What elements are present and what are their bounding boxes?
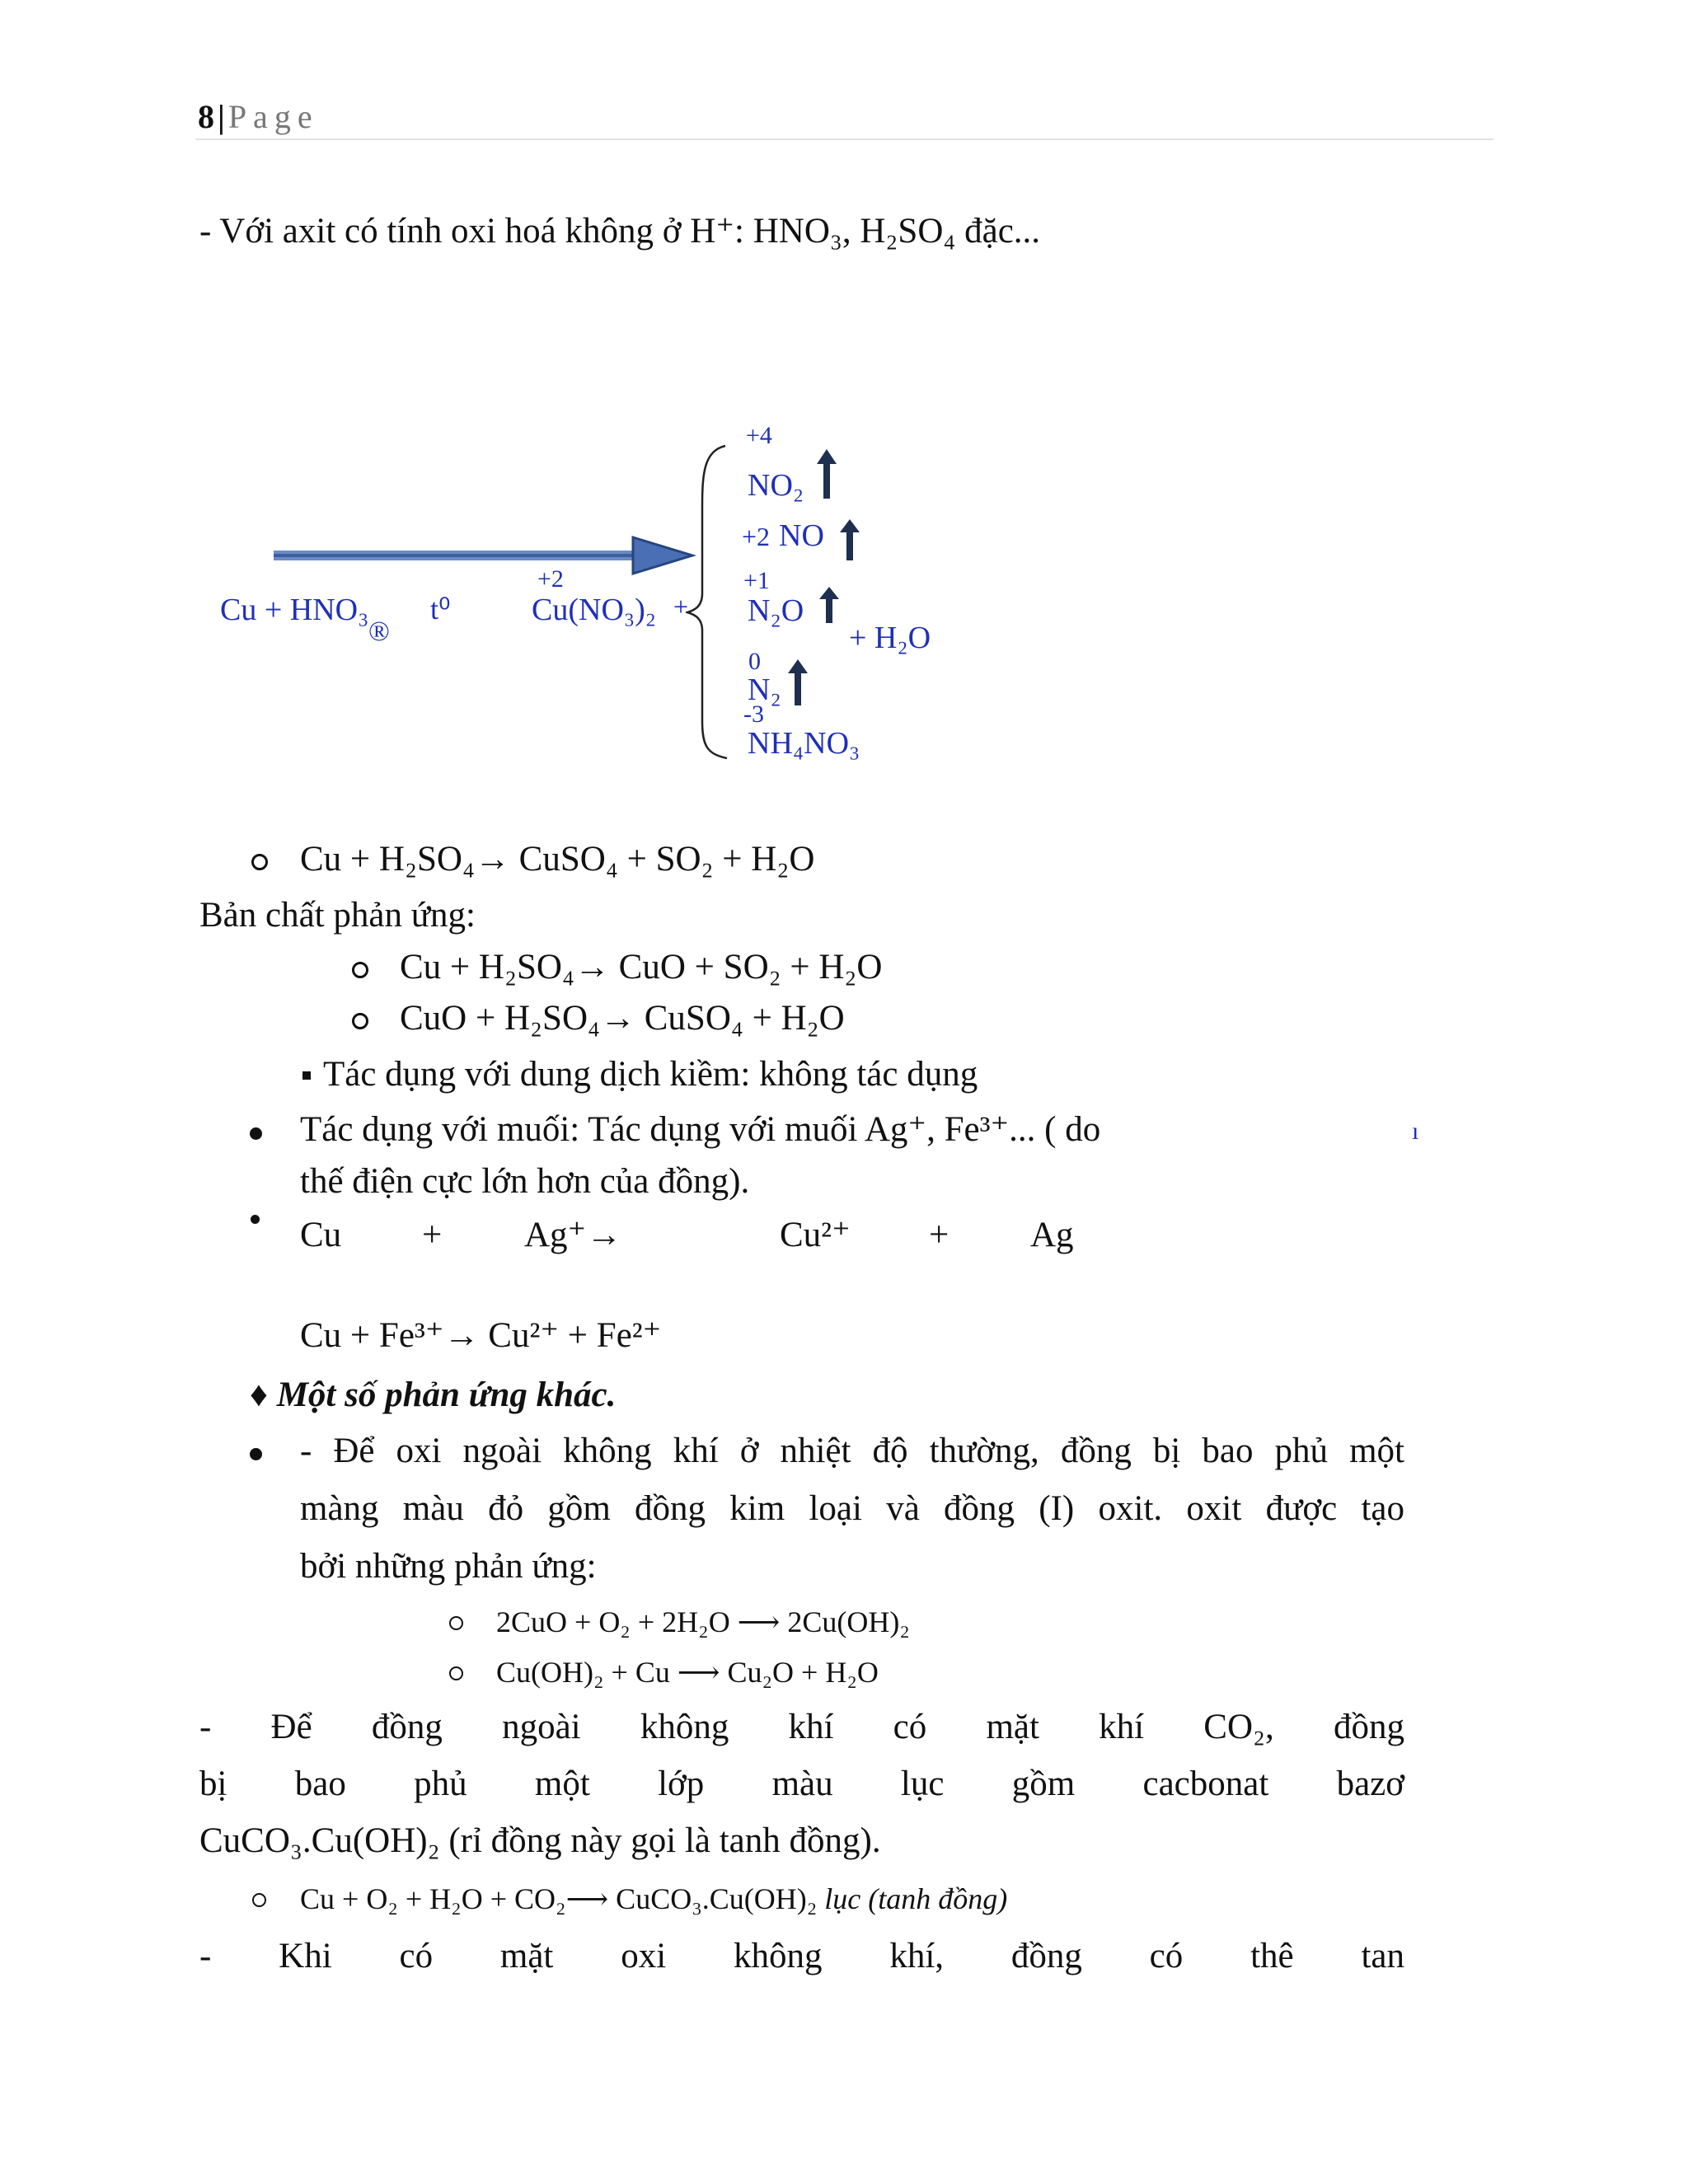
- oxi-para-line-2: [300, 1488, 1404, 1530]
- ag-eq-ag: Ag: [1030, 1216, 1074, 1254]
- bullet-icon: [251, 1215, 260, 1224]
- intro-line: - Với axit có tính oxi hoá không ở H⁺: HNO₃, H₂SO₄ đặc...: [199, 212, 1041, 251]
- reactants: Cu + HNO₃: [220, 593, 369, 627]
- nature-equation-2: CuO + H₂SO₄→ CuSO₄ + H₂O: [400, 999, 845, 1038]
- salt-line-1: Tác dụng với muối: Tác dụng với muối Ag⁺, Fe³⁺... ( do: [300, 1110, 1101, 1149]
- circle-bullet-icon: [352, 962, 368, 978]
- ox-state-no: +2: [742, 522, 771, 551]
- oxi-para-line-3: bởi những phản ứng:: [300, 1547, 597, 1586]
- product-no2: NO₂: [748, 468, 804, 503]
- bullet-icon: [250, 1448, 262, 1460]
- co2-equation-note: lục (tanh đồng): [817, 1882, 1008, 1915]
- circle-bullet-icon: [252, 1893, 266, 1907]
- page-number: 8: [198, 98, 214, 135]
- products-brace: [686, 441, 735, 762]
- ox-state-nh4no3: -3: [743, 701, 764, 728]
- co2-para-line-2: [199, 1763, 1404, 1806]
- square-bullet-icon: [302, 1071, 311, 1080]
- water-product: + H₂O: [849, 621, 931, 655]
- header-rule: [195, 138, 1493, 140]
- oxi-equation-1: 2CuO + O₂ + 2H₂O ⟶ 2Cu(OH)₂: [496, 1605, 910, 1638]
- nature-label: Bản chất phản ứng:: [199, 896, 476, 935]
- gas-arrow-icon: [816, 449, 837, 500]
- ox-state-no2: +4: [746, 422, 772, 449]
- product-no: NO: [779, 518, 824, 553]
- gas-arrow-icon: [839, 519, 860, 562]
- product-n2o: N₂O: [748, 593, 804, 628]
- reaction-arrow: [264, 527, 701, 577]
- co2-equation: [300, 1882, 1007, 1917]
- circle-bullet-icon: [449, 1616, 463, 1630]
- oxi-para-text-2: màng màu đỏ gồm đồng kim loại và đồng (I) oxit. oxit được tạo: [300, 1489, 1404, 1528]
- co2-para-line-3: CuCO₃.Cu(OH)₂ (rỉ đồng này gọi là tanh đồng).: [199, 1821, 881, 1860]
- ag-eq-ag-ion: Ag⁺→: [524, 1216, 622, 1254]
- heat-symbol: t⁰: [430, 593, 451, 626]
- product-nh4no3: NH₄NO₃: [748, 726, 860, 761]
- page-label: Page: [227, 98, 319, 135]
- circle-bullet-icon: [352, 1013, 368, 1029]
- other-reactions-heading: ♦ Một số phản ứng khác.: [250, 1376, 617, 1414]
- gas-arrow-icon: [787, 659, 809, 707]
- last-line: [199, 1935, 1404, 1978]
- h2so4-equation: Cu + H₂SO₄→ CuSO₄ + SO₂ + H₂O: [300, 840, 815, 879]
- co2-equation-text: Cu + O₂ + H₂O + CO₂⟶ CuCO₃.Cu(OH)₂: [300, 1882, 818, 1915]
- ag-eq-cu: Cu: [300, 1216, 342, 1254]
- registered-mark: ®: [368, 616, 390, 647]
- ag-eq-plus-2: +: [929, 1216, 950, 1254]
- bullet-icon: [250, 1127, 262, 1140]
- salt-formula: Cu(NO₃)₂: [532, 593, 657, 627]
- fe-equation: Cu + Fe³⁺→ Cu²⁺ + Fe²⁺: [300, 1316, 662, 1355]
- circle-bullet-icon: [449, 1666, 463, 1680]
- ag-eq-plus-1: +: [422, 1216, 443, 1254]
- ox-state-n2: 0: [748, 648, 761, 675]
- stray-mark: ı: [1412, 1118, 1419, 1145]
- product-n2: N₂: [748, 673, 781, 707]
- alkali-line: Tác dụng với dung dịch kiềm: không tác dụng: [323, 1055, 978, 1094]
- salt-line-2: thế điện cực lớn hơn của đồng).: [300, 1162, 750, 1201]
- ag-eq-cu-ion: Cu²⁺: [780, 1216, 851, 1254]
- salt-oxidation-state: +2: [537, 565, 564, 593]
- co2-para-line-1: [199, 1706, 1404, 1749]
- gas-arrow-icon: [818, 587, 840, 625]
- ox-state-n2o: +1: [743, 567, 770, 594]
- co2-para-text-2: bị bao phủ một lớp màu lục gồm cacbonat bazơ: [199, 1765, 1404, 1803]
- oxi-para-line-1: [300, 1430, 1404, 1473]
- nature-equation-1: Cu + H₂SO₄→ CuO + SO₂ + H₂O: [400, 948, 883, 987]
- plus-sign: +: [673, 592, 689, 621]
- page-header: [198, 97, 319, 136]
- header-separator: |: [218, 98, 225, 135]
- oxi-equation-2: Cu(OH)₂ + Cu ⟶ Cu₂O + H₂O: [496, 1656, 879, 1689]
- circle-bullet-icon: [251, 854, 268, 870]
- oxi-para-text-1: - Để oxi ngoài không khí ở nhiệt độ thường, đồng bị bao phủ một: [300, 1432, 1404, 1470]
- last-line-text: - Khi có mặt oxi không khí, đồng có thê tan: [199, 1937, 1404, 1975]
- co2-para-text-1: - Để đồng ngoài không khí có mặt khí CO₂, đồng: [199, 1708, 1404, 1746]
